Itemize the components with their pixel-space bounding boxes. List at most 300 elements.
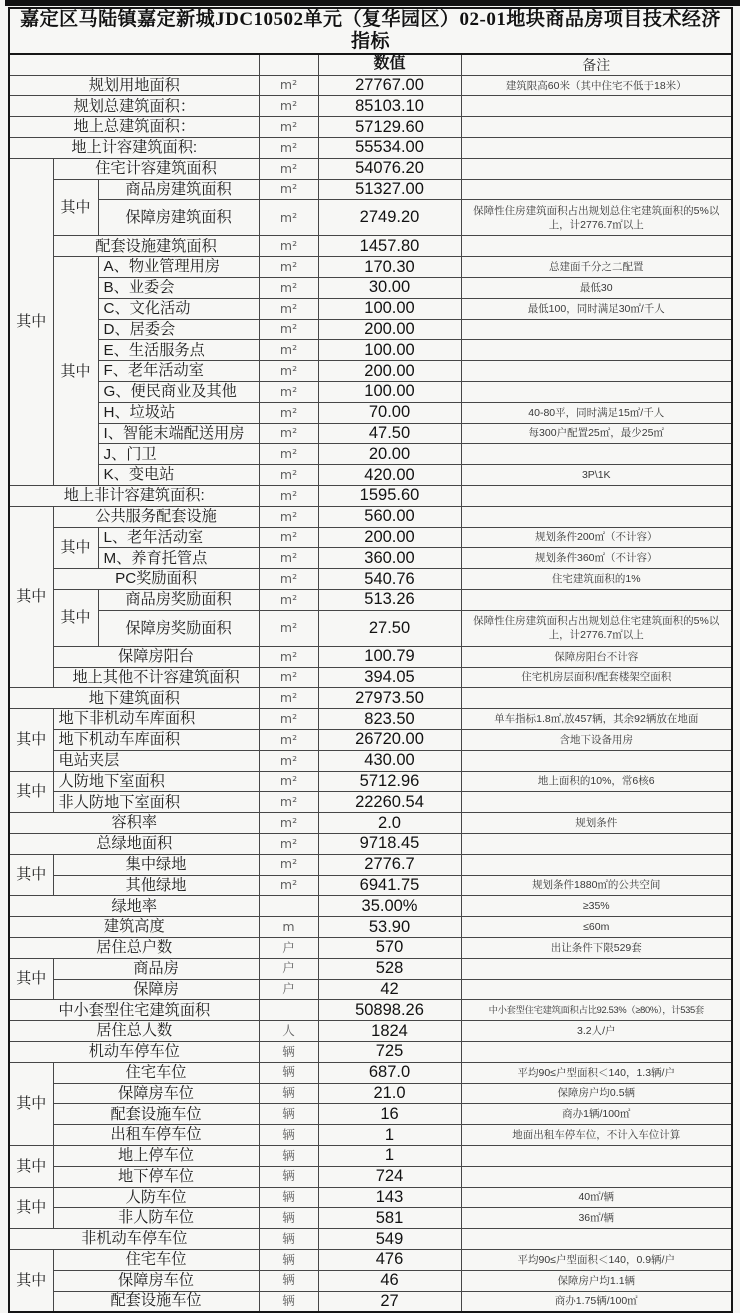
remark-cell	[461, 340, 732, 361]
unit-cell: 辆	[259, 1270, 318, 1291]
value-cell: 20.00	[318, 444, 461, 465]
item-label-cell: 非人防车位	[53, 1208, 259, 1229]
item-label-cell: L、老年活动室	[98, 527, 259, 548]
remark-cell: 40㎡/辆	[461, 1187, 732, 1208]
unit-cell: m²	[259, 117, 318, 138]
merge-group-label: 其中	[9, 1249, 53, 1311]
table-row	[9, 569, 732, 590]
unit-cell: m²	[259, 486, 318, 507]
unit-cell: m²	[259, 527, 318, 548]
remark-cell: 规划条件1880㎡的公共空间	[461, 875, 732, 896]
item-label-cell: D、居委会	[98, 319, 259, 340]
remark-cell: 最低30	[461, 278, 732, 299]
value-cell: 394.05	[318, 667, 461, 688]
value-cell: 5712.96	[318, 771, 461, 792]
value-cell: 30.00	[318, 278, 461, 299]
item-label-cell: 其他绿地	[53, 875, 259, 896]
item-label-cell: H、垃圾站	[98, 402, 259, 423]
table-row	[9, 709, 732, 730]
remark-cell: 最低100，同时满足30㎡/千人	[461, 298, 732, 319]
value-cell: 560.00	[318, 506, 461, 527]
item-label-cell: I、智能末端配送用房	[98, 423, 259, 444]
unit-cell: m²	[259, 138, 318, 159]
merge-group-label: 其中	[9, 854, 53, 896]
merge-group-label: 其中	[9, 771, 53, 813]
unit-cell	[259, 1000, 318, 1021]
item-label-cell: 地下停车位	[53, 1166, 259, 1187]
title-row	[9, 8, 732, 54]
item-label-cell: M、养育托管点	[98, 548, 259, 569]
value-cell: 360.00	[318, 548, 461, 569]
table-row	[9, 1021, 732, 1042]
value-cell: 420.00	[318, 465, 461, 486]
unit-cell: m²	[259, 854, 318, 875]
unit-cell: m²	[259, 402, 318, 423]
remark-cell: 总建面千分之二配置	[461, 257, 732, 278]
value-cell: 200.00	[318, 527, 461, 548]
remark-cell: 中小套型住宅建筑面积占比92.53%（≥80%），计535套	[461, 1000, 732, 1021]
unit-cell: 辆	[259, 1229, 318, 1250]
value-cell: 22260.54	[318, 792, 461, 813]
unit-cell: m²	[259, 875, 318, 896]
value-cell: 54076.20	[318, 158, 461, 179]
remark-cell	[461, 688, 732, 709]
item-label-cell: G、便民商业及其他	[98, 382, 259, 403]
remark-cell	[461, 1229, 732, 1250]
table-row	[9, 236, 732, 257]
table-row	[9, 402, 732, 423]
unit-cell	[259, 896, 318, 917]
item-label-cell: A、物业管理用房	[98, 257, 259, 278]
table-row	[9, 1229, 732, 1250]
item-label-cell: 商品房建筑面积	[98, 179, 259, 200]
remark-cell: 平均90≤户型面积＜140，0.9辆/户	[461, 1249, 732, 1270]
remark-cell: 40-80平，同时满足15㎡/千人	[461, 402, 732, 423]
item-label-cell: C、文化活动	[98, 298, 259, 319]
item-label-cell: 保障房奖励面积	[98, 610, 259, 646]
value-cell: 100.79	[318, 646, 461, 667]
remark-cell	[461, 792, 732, 813]
value-cell: 51327.00	[318, 179, 461, 200]
value-cell: 21.0	[318, 1083, 461, 1104]
item-label-cell: 机动车停车位	[9, 1041, 259, 1062]
table-row	[9, 506, 732, 527]
item-label-cell: 地上其他不计容建筑面积	[53, 667, 259, 688]
table-row	[9, 854, 732, 875]
value-cell: 100.00	[318, 340, 461, 361]
remark-cell	[461, 117, 732, 138]
table-row	[9, 1166, 732, 1187]
unit-cell: m²	[259, 506, 318, 527]
header-row	[9, 54, 732, 76]
table-row	[9, 875, 732, 896]
item-label-cell: K、变电站	[98, 465, 259, 486]
item-label-cell: PC奖励面积	[53, 569, 259, 590]
remark-cell	[461, 96, 732, 117]
item-label-cell: 人防车位	[53, 1187, 259, 1208]
merge-subgroup-label: 其中	[53, 527, 98, 569]
remark-cell: 规划条件	[461, 813, 732, 834]
item-label-cell: F、老年活动室	[98, 361, 259, 382]
item-label-cell: 公共服务配套设施	[53, 506, 259, 527]
merge-group-label: 其中	[9, 506, 53, 688]
item-label-cell: 地下非机动车库面积	[53, 709, 259, 730]
item-label-cell: 地上非计容建筑面积:	[9, 486, 259, 507]
remark-cell	[461, 833, 732, 854]
table-row	[9, 158, 732, 179]
table-row	[9, 610, 732, 646]
table-row	[9, 1208, 732, 1229]
item-label-cell: 居住总户数	[9, 937, 259, 958]
table-row	[9, 750, 732, 771]
remark-cell: 36㎡/辆	[461, 1208, 732, 1229]
table-row	[9, 138, 732, 159]
unit-cell: 户	[259, 937, 318, 958]
table-row	[9, 1145, 732, 1166]
item-label-cell: 商品房奖励面积	[98, 590, 259, 611]
item-label-cell: 人防地下室面积	[53, 771, 259, 792]
remark-cell	[461, 958, 732, 979]
remark-cell: 保障房户均1.1辆	[461, 1270, 732, 1291]
value-cell: 53.90	[318, 917, 461, 938]
value-cell: 27767.00	[318, 75, 461, 96]
item-label-cell: 商品房	[53, 958, 259, 979]
remark-cell: 地面出租车停车位，不计入车位计算	[461, 1125, 732, 1146]
merge-group-label: 其中	[9, 158, 53, 485]
unit-cell: 人	[259, 1021, 318, 1042]
item-label-cell: 地下建筑面积	[9, 688, 259, 709]
item-label-cell: 保障房建筑面积	[98, 200, 259, 236]
unit-cell: 辆	[259, 1062, 318, 1083]
table-row	[9, 548, 732, 569]
table-row	[9, 179, 732, 200]
table-row	[9, 1249, 732, 1270]
unit-cell: m²	[259, 569, 318, 590]
merge-group-label: 其中	[9, 958, 53, 1000]
unit-cell: m²	[259, 319, 318, 340]
table-row	[9, 896, 732, 917]
unit-cell: 辆	[259, 1125, 318, 1146]
remark-cell: 商办1辆/100㎡	[461, 1104, 732, 1125]
value-cell: 2749.20	[318, 200, 461, 236]
value-cell: 100.00	[318, 382, 461, 403]
remark-cell: 3.2人/户	[461, 1021, 732, 1042]
value-cell: 430.00	[318, 750, 461, 771]
value-cell: 1824	[318, 1021, 461, 1042]
value-cell: 1457.80	[318, 236, 461, 257]
value-cell: 85103.10	[318, 96, 461, 117]
value-cell: 540.76	[318, 569, 461, 590]
merge-group-label: 其中	[9, 1187, 53, 1229]
table-row	[9, 319, 732, 340]
unit-cell: m²	[259, 750, 318, 771]
table-row	[9, 486, 732, 507]
remark-cell	[461, 382, 732, 403]
remark-cell: 每300户配置25㎡，最少25㎡	[461, 423, 732, 444]
table-row	[9, 730, 732, 751]
remark-cell	[461, 486, 732, 507]
remark-cell	[461, 138, 732, 159]
value-cell: 9718.45	[318, 833, 461, 854]
remark-cell	[461, 158, 732, 179]
value-cell: 200.00	[318, 319, 461, 340]
table-row	[9, 1125, 732, 1146]
remark-cell: ≥35%	[461, 896, 732, 917]
merge-group-label: 其中	[9, 1062, 53, 1145]
unit-cell: m²	[259, 813, 318, 834]
value-cell: 50898.26	[318, 1000, 461, 1021]
unit-cell: m²	[259, 257, 318, 278]
remark-cell: 规划条件360㎡（不计容）	[461, 548, 732, 569]
item-label-cell: 住宅计容建筑面积	[53, 158, 259, 179]
value-cell: 724	[318, 1166, 461, 1187]
table-row	[9, 465, 732, 486]
item-label-cell: 规划用地面积	[9, 75, 259, 96]
table-row	[9, 979, 732, 1000]
unit-cell: m²	[259, 792, 318, 813]
value-cell: 170.30	[318, 257, 461, 278]
item-label-cell: 地上总建筑面积：	[9, 117, 259, 138]
unit-cell: m	[259, 917, 318, 938]
value-cell: 42	[318, 979, 461, 1000]
header-empty-label-cell	[9, 54, 259, 76]
table-row	[9, 958, 732, 979]
unit-cell: m²	[259, 444, 318, 465]
merge-group-label: 其中	[9, 1145, 53, 1187]
remark-cell	[461, 854, 732, 875]
remark-cell: 保障房阳台不计容	[461, 646, 732, 667]
unit-cell: m²	[259, 771, 318, 792]
remark-cell: 平均90≤户型面积＜140，1.3辆/户	[461, 1062, 732, 1083]
value-cell: 1595.60	[318, 486, 461, 507]
merge-subgroup-label: 其中	[53, 590, 98, 647]
table-row	[9, 667, 732, 688]
value-cell: 143	[318, 1187, 461, 1208]
value-cell: 687.0	[318, 1062, 461, 1083]
table-row	[9, 813, 732, 834]
item-label-cell: 地上计容建筑面积:	[9, 138, 259, 159]
table-row	[9, 1000, 732, 1021]
value-cell: 200.00	[318, 361, 461, 382]
remark-cell: 出让条件下限529套	[461, 937, 732, 958]
unit-cell: m²	[259, 833, 318, 854]
item-label-cell: 住宅车位	[53, 1249, 259, 1270]
remark-cell	[461, 590, 732, 611]
value-cell: 100.00	[318, 298, 461, 319]
table-row	[9, 1062, 732, 1083]
item-label-cell: 非人防地下室面积	[53, 792, 259, 813]
unit-cell: 户	[259, 958, 318, 979]
value-cell: 27.50	[318, 610, 461, 646]
item-label-cell: 集中绿地	[53, 854, 259, 875]
table-row	[9, 1270, 732, 1291]
table-row	[9, 590, 732, 611]
table-row	[9, 117, 732, 138]
remark-cell: 住宅建筑面积的1%	[461, 569, 732, 590]
value-cell: 528	[318, 958, 461, 979]
unit-cell: m²	[259, 465, 318, 486]
value-cell: 27	[318, 1291, 461, 1312]
unit-cell: m²	[259, 179, 318, 200]
remark-cell: 单车指标1.8㎡,放457辆，其余92辆放在地面	[461, 709, 732, 730]
table-row	[9, 340, 732, 361]
unit-cell: 辆	[259, 1041, 318, 1062]
table-row	[9, 833, 732, 854]
merge-subgroup-label: 其中	[53, 257, 98, 486]
table-row	[9, 361, 732, 382]
item-label-cell: E、生活服务点	[98, 340, 259, 361]
unit-cell: 辆	[259, 1187, 318, 1208]
unit-cell: m²	[259, 236, 318, 257]
remark-cell	[461, 1166, 732, 1187]
table-row	[9, 937, 732, 958]
unit-cell: m²	[259, 298, 318, 319]
value-cell: 26720.00	[318, 730, 461, 751]
table-row	[9, 1041, 732, 1062]
item-label-cell: 地上停车位	[53, 1145, 259, 1166]
value-cell: 2.0	[318, 813, 461, 834]
value-cell: 476	[318, 1249, 461, 1270]
table-row	[9, 1187, 732, 1208]
table-row	[9, 423, 732, 444]
value-cell: 1	[318, 1145, 461, 1166]
unit-cell: m²	[259, 158, 318, 179]
table-row	[9, 527, 732, 548]
table-row	[9, 1083, 732, 1104]
unit-cell: m²	[259, 730, 318, 751]
value-cell: 16	[318, 1104, 461, 1125]
remark-cell	[461, 1041, 732, 1062]
value-cell: 46	[318, 1270, 461, 1291]
item-label-cell: 保障房车位	[53, 1083, 259, 1104]
merge-group-label: 其中	[9, 709, 53, 771]
item-label-cell: 非机动车停车位	[9, 1229, 259, 1250]
item-label-cell: J、门卫	[98, 444, 259, 465]
value-cell: 55534.00	[318, 138, 461, 159]
remark-cell: 地上面积的10%，常6核6	[461, 771, 732, 792]
unit-cell: 辆	[259, 1249, 318, 1270]
unit-cell: m²	[259, 646, 318, 667]
table-row	[9, 298, 732, 319]
value-cell: 57129.60	[318, 117, 461, 138]
unit-cell: 辆	[259, 1104, 318, 1125]
remark-cell: 住宅机房层面积/配套楼架空面积	[461, 667, 732, 688]
table-row	[9, 257, 732, 278]
value-cell: 2776.7	[318, 854, 461, 875]
unit-cell: m²	[259, 688, 318, 709]
value-cell: 823.50	[318, 709, 461, 730]
item-label-cell: 保障房	[53, 979, 259, 1000]
unit-cell: 辆	[259, 1208, 318, 1229]
header-value-cell: 数值	[318, 54, 461, 76]
unit-cell: m²	[259, 382, 318, 403]
remark-cell: 保障性住房建筑面积占出规划总住宅建筑面积的5%以上，计2776.7㎡以上	[461, 610, 732, 646]
item-label-cell: 绿地率	[9, 896, 259, 917]
item-label-cell: 建筑高度	[9, 917, 259, 938]
header-empty-unit-cell	[259, 54, 318, 76]
unit-cell: m²	[259, 548, 318, 569]
item-label-cell: 中小套型住宅建筑面积	[9, 1000, 259, 1021]
item-label-cell: 地下机动车库面积	[53, 730, 259, 751]
table-row	[9, 917, 732, 938]
remark-cell: 商办1.75辆/100㎡	[461, 1291, 732, 1312]
unit-cell: 户	[259, 979, 318, 1000]
remark-cell: 建筑限高60米（其中住宅不低于18米）	[461, 75, 732, 96]
value-cell: 1	[318, 1125, 461, 1146]
item-label-cell: 出租车停车位	[53, 1125, 259, 1146]
value-cell: 570	[318, 937, 461, 958]
item-label-cell: 容积率	[9, 813, 259, 834]
value-cell: 70.00	[318, 402, 461, 423]
item-label-cell: 居住总人数	[9, 1021, 259, 1042]
table-row	[9, 792, 732, 813]
unit-cell: m²	[259, 340, 318, 361]
value-cell: 513.26	[318, 590, 461, 611]
item-label-cell: 总绿地面积	[9, 833, 259, 854]
item-label-cell: 配套设施建筑面积	[53, 236, 259, 257]
table-row	[9, 278, 732, 299]
value-cell: 725	[318, 1041, 461, 1062]
value-cell: 47.50	[318, 423, 461, 444]
remark-cell	[461, 506, 732, 527]
table-row	[9, 96, 732, 117]
remark-cell: 保障性住房建筑面积占出规划总住宅建筑面积的5%以上，计2776.7㎡以上	[461, 200, 732, 236]
unit-cell: 辆	[259, 1291, 318, 1312]
table-row	[9, 200, 732, 236]
remark-cell	[461, 319, 732, 340]
table-row	[9, 444, 732, 465]
remark-cell: ≤60m	[461, 917, 732, 938]
unit-cell: m²	[259, 667, 318, 688]
unit-cell: m²	[259, 590, 318, 611]
unit-cell: 辆	[259, 1083, 318, 1104]
unit-cell: m²	[259, 200, 318, 236]
item-label-cell: 保障房车位	[53, 1270, 259, 1291]
item-label-cell: 配套设施车位	[53, 1291, 259, 1312]
item-label-cell: B、业委会	[98, 278, 259, 299]
remark-cell	[461, 236, 732, 257]
remark-cell: 规划条件200㎡（不计容）	[461, 527, 732, 548]
value-cell: 581	[318, 1208, 461, 1229]
table-row	[9, 771, 732, 792]
item-label-cell: 配套设施车位	[53, 1104, 259, 1125]
item-label-cell: 电站夹层	[53, 750, 259, 771]
table-row	[9, 688, 732, 709]
remark-cell	[461, 1145, 732, 1166]
remark-cell: 3P\1K	[461, 465, 732, 486]
remark-cell	[461, 979, 732, 1000]
top-border-bar	[5, 0, 740, 6]
value-cell: 6941.75	[318, 875, 461, 896]
unit-cell: m²	[259, 278, 318, 299]
remark-cell	[461, 444, 732, 465]
remark-cell: 保障房户均0.5辆	[461, 1083, 732, 1104]
unit-cell: 辆	[259, 1166, 318, 1187]
value-cell: 35.00%	[318, 896, 461, 917]
table-row	[9, 646, 732, 667]
unit-cell: m²	[259, 96, 318, 117]
unit-cell: m²	[259, 709, 318, 730]
item-label-cell: 保障房阳台	[53, 646, 259, 667]
table-row	[9, 1291, 732, 1312]
remark-cell	[461, 750, 732, 771]
remark-cell	[461, 361, 732, 382]
unit-cell: m²	[259, 610, 318, 646]
value-cell: 27973.50	[318, 688, 461, 709]
unit-cell: 辆	[259, 1145, 318, 1166]
indicators-table	[8, 7, 733, 1313]
table-row	[9, 382, 732, 403]
